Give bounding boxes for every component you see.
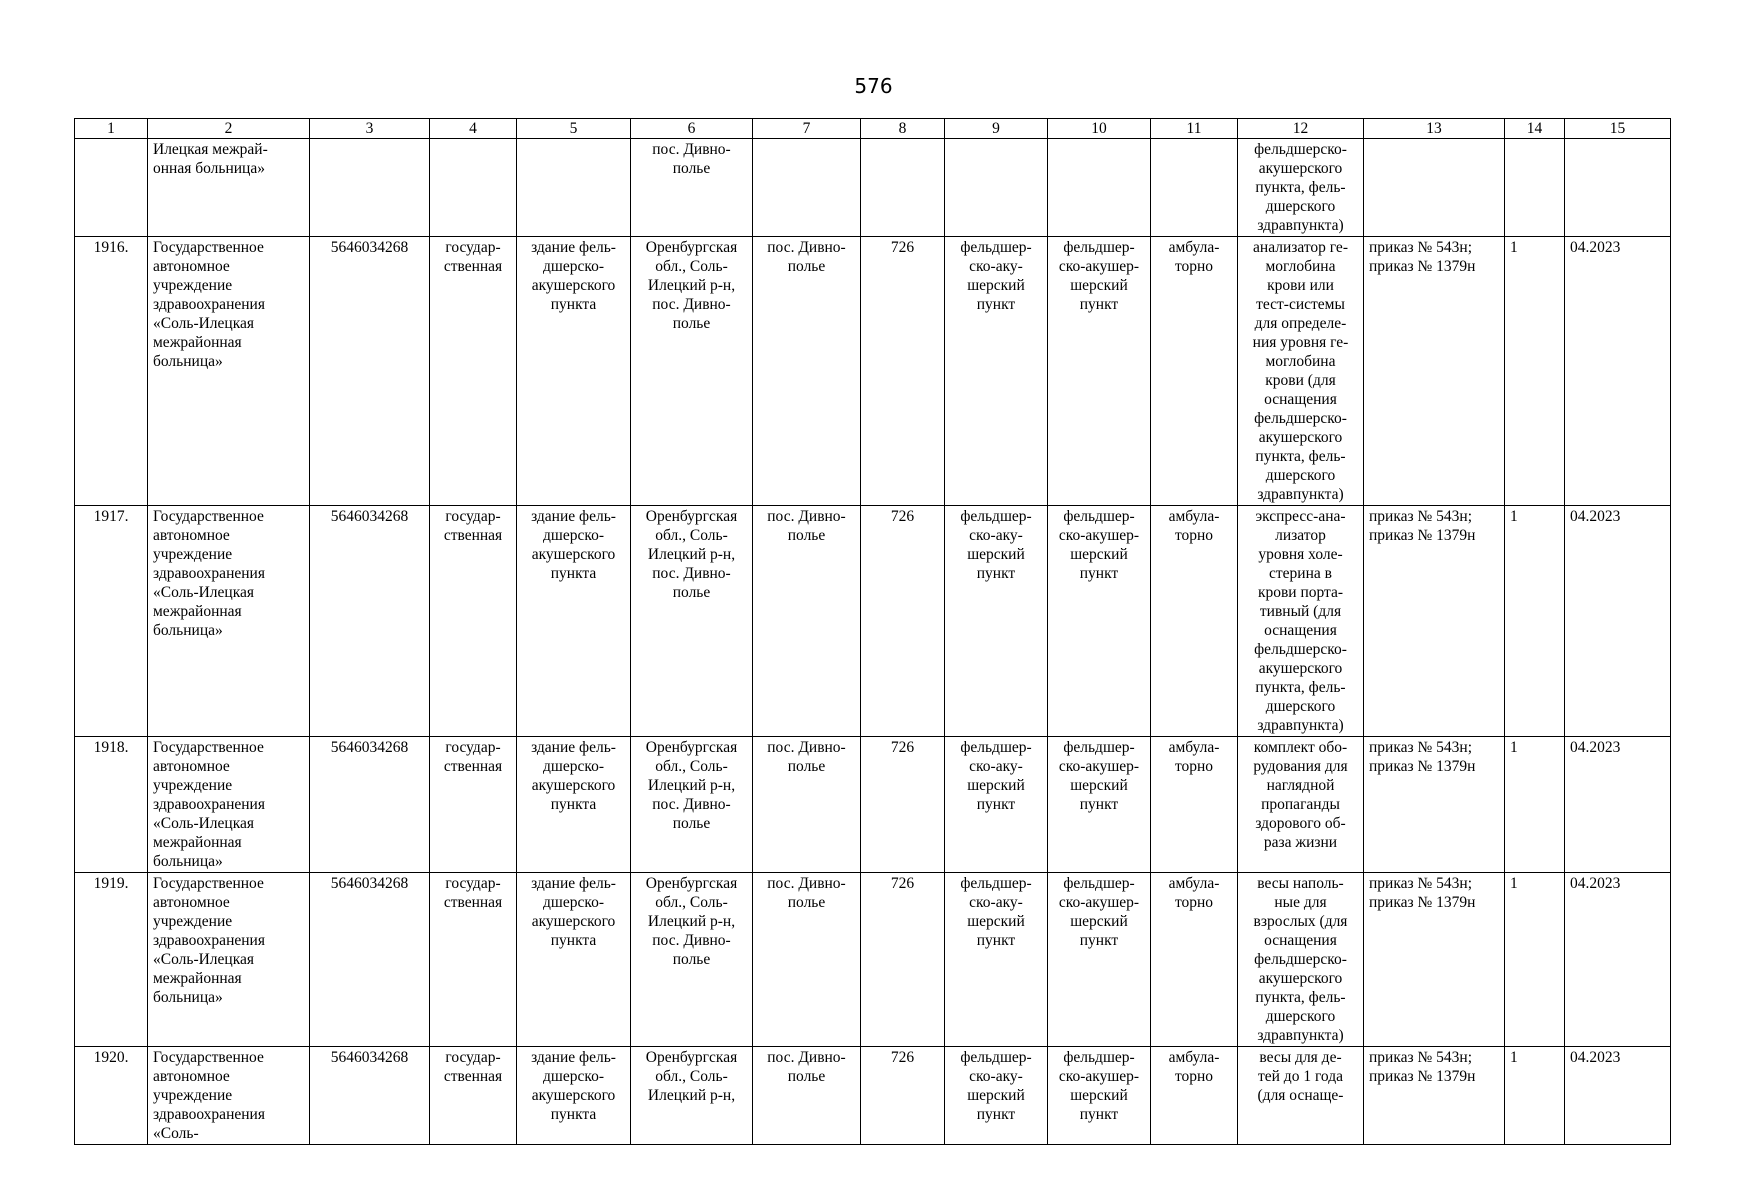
cell-inn: 5646034268 — [310, 1047, 430, 1145]
cell-organization: Государственное автономное учреждение здравоохранения «Соль- — [148, 1047, 310, 1145]
cell-code: 726 — [861, 506, 945, 737]
cell-quantity: 1 — [1505, 737, 1565, 873]
cell-code: 726 — [861, 737, 945, 873]
cell-facility-type: фельдшер- ско-аку- шерский пункт — [945, 237, 1048, 506]
cell-facility-type: фельдшер- ско-аку- шерский пункт — [945, 737, 1048, 873]
cell-equipment: фельдшерско- акушерского пункта, фель- дшерского здравпункта) — [1238, 139, 1364, 237]
cell-address: Оренбургская обл., Соль- Илецкий р-н, — [631, 1047, 753, 1145]
cell-settlement: пос. Дивно- полье — [753, 873, 861, 1047]
column-header: 14 — [1505, 119, 1565, 139]
cell-organization: Илецкая межрай- онная больница» — [148, 139, 310, 237]
cell-number — [75, 139, 148, 237]
cell-number: 1917. — [75, 506, 148, 737]
cell-date: 04.2023 — [1565, 237, 1671, 506]
column-header: 15 — [1565, 119, 1671, 139]
cell-unit-type: фельдшер- ско-акушер- шерский пункт — [1048, 873, 1151, 1047]
table-row — [75, 873, 1671, 1047]
cell-date: 04.2023 — [1565, 506, 1671, 737]
cell-care-mode: амбула- торно — [1151, 237, 1238, 506]
cell-building: здание фель- дшерско- акушерского пункта — [517, 237, 631, 506]
table-row — [75, 506, 1671, 737]
column-header: 7 — [753, 119, 861, 139]
column-header: 10 — [1048, 119, 1151, 139]
cell-ownership — [430, 139, 517, 237]
cell-ownership: государ- ственная — [430, 1047, 517, 1145]
cell-order — [1364, 139, 1505, 237]
cell-organization: Государственное автономное учреждение здравоохранения «Соль-Илецкая межрайонная больница» — [148, 873, 310, 1047]
cell-quantity: 1 — [1505, 506, 1565, 737]
table-row — [75, 237, 1671, 506]
cell-unit-type: фельдшер- ско-акушер- шерский пункт — [1048, 237, 1151, 506]
cell-order: приказ № 543н; приказ № 1379н — [1364, 506, 1505, 737]
cell-address: Оренбургская обл., Соль- Илецкий р-н, пос. Дивно- полье — [631, 873, 753, 1047]
table-row — [75, 139, 1671, 237]
cell-equipment: весы для де- тей до 1 года (для оснаще- — [1238, 1047, 1364, 1145]
cell-facility-type: фельдшер- ско-аку- шерский пункт — [945, 506, 1048, 737]
cell-order: приказ № 543н; приказ № 1379н — [1364, 237, 1505, 506]
cell-number: 1918. — [75, 737, 148, 873]
cell-number: 1919. — [75, 873, 148, 1047]
cell-unit-type: фельдшер- ско-акушер- шерский пункт — [1048, 506, 1151, 737]
cell-quantity — [1505, 139, 1565, 237]
column-header: 1 — [75, 119, 148, 139]
header-row — [75, 119, 1671, 139]
cell-settlement: пос. Дивно- полье — [753, 237, 861, 506]
cell-building: здание фель- дшерско- акушерского пункта — [517, 1047, 631, 1145]
cell-inn — [310, 139, 430, 237]
cell-building: здание фель- дшерско- акушерского пункта — [517, 873, 631, 1047]
cell-quantity: 1 — [1505, 873, 1565, 1047]
cell-care-mode: амбула- торно — [1151, 506, 1238, 737]
column-header: 3 — [310, 119, 430, 139]
cell-equipment: анализатор ге- моглобина крови или тест-системы для определе- ния уровня ге- моглобина крови (для оснащения фельдшерско- акушерского пункта, фель- дшерского здравпункта) — [1238, 237, 1364, 506]
cell-number: 1916. — [75, 237, 148, 506]
cell-building: здание фель- дшерско- акушерского пункта — [517, 506, 631, 737]
cell-code: 726 — [861, 873, 945, 1047]
page-number: 576 — [854, 74, 893, 98]
column-header: 8 — [861, 119, 945, 139]
cell-building: здание фель- дшерско- акушерского пункта — [517, 737, 631, 873]
column-header: 2 — [148, 119, 310, 139]
column-header: 11 — [1151, 119, 1238, 139]
cell-code: 726 — [861, 1047, 945, 1145]
cell-care-mode: амбула- торно — [1151, 1047, 1238, 1145]
cell-order: приказ № 543н; приказ № 1379н — [1364, 737, 1505, 873]
cell-order: приказ № 543н; приказ № 1379н — [1364, 1047, 1505, 1145]
cell-care-mode: амбула- торно — [1151, 737, 1238, 873]
cell-settlement — [753, 139, 861, 237]
cell-date: 04.2023 — [1565, 1047, 1671, 1145]
cell-address: пос. Дивно- полье — [631, 139, 753, 237]
cell-facility-type — [945, 139, 1048, 237]
cell-inn: 5646034268 — [310, 873, 430, 1047]
cell-unit-type: фельдшер- ско-акушер- шерский пункт — [1048, 1047, 1151, 1145]
cell-date: 04.2023 — [1565, 737, 1671, 873]
table-row — [75, 737, 1671, 873]
cell-unit-type: фельдшер- ско-акушер- шерский пункт — [1048, 737, 1151, 873]
column-header: 5 — [517, 119, 631, 139]
column-header: 13 — [1364, 119, 1505, 139]
cell-code: 726 — [861, 237, 945, 506]
cell-equipment: экспресс-ана- лизатор уровня холе- стерина в крови порта- тивный (для оснащения фельдшерско- акушерского пункта, фель- дшерского здравпункта) — [1238, 506, 1364, 737]
cell-inn: 5646034268 — [310, 737, 430, 873]
cell-organization: Государственное автономное учреждение здравоохранения «Соль-Илецкая межрайонная больница» — [148, 506, 310, 737]
cell-code — [861, 139, 945, 237]
cell-building — [517, 139, 631, 237]
column-header: 6 — [631, 119, 753, 139]
cell-organization: Государственное автономное учреждение здравоохранения «Соль-Илецкая межрайонная больница» — [148, 737, 310, 873]
cell-equipment: весы наполь- ные для взрослых (для оснащения фельдшерско- акушерского пункта, фель- дшерского здравпункта) — [1238, 873, 1364, 1047]
cell-ownership: государ- ственная — [430, 873, 517, 1047]
cell-settlement: пос. Дивно- полье — [753, 737, 861, 873]
column-header: 12 — [1238, 119, 1364, 139]
cell-settlement: пос. Дивно- полье — [753, 1047, 861, 1145]
cell-address: Оренбургская обл., Соль- Илецкий р-н, пос. Дивно- полье — [631, 737, 753, 873]
cell-facility-type: фельдшер- ско-аку- шерский пункт — [945, 1047, 1048, 1145]
cell-settlement: пос. Дивно- полье — [753, 506, 861, 737]
cell-address: Оренбургская обл., Соль- Илецкий р-н, пос. Дивно- полье — [631, 237, 753, 506]
cell-care-mode — [1151, 139, 1238, 237]
cell-ownership: государ- ственная — [430, 237, 517, 506]
cell-date: 04.2023 — [1565, 873, 1671, 1047]
cell-organization: Государственное автономное учреждение здравоохранения «Соль-Илецкая межрайонная больница» — [148, 237, 310, 506]
cell-inn: 5646034268 — [310, 506, 430, 737]
cell-order: приказ № 543н; приказ № 1379н — [1364, 873, 1505, 1047]
cell-unit-type — [1048, 139, 1151, 237]
cell-quantity: 1 — [1505, 1047, 1565, 1145]
registry-table — [74, 118, 1671, 1145]
cell-date — [1565, 139, 1671, 237]
column-header: 4 — [430, 119, 517, 139]
cell-care-mode: амбула- торно — [1151, 873, 1238, 1047]
table-row — [75, 1047, 1671, 1145]
cell-facility-type: фельдшер- ско-аку- шерский пункт — [945, 873, 1048, 1047]
cell-inn: 5646034268 — [310, 237, 430, 506]
cell-number: 1920. — [75, 1047, 148, 1145]
column-header: 9 — [945, 119, 1048, 139]
cell-ownership: государ- ственная — [430, 506, 517, 737]
cell-address: Оренбургская обл., Соль- Илецкий р-н, пос. Дивно- полье — [631, 506, 753, 737]
cell-ownership: государ- ственная — [430, 737, 517, 873]
cell-equipment: комплект обо- рудования для наглядной пропаганды здорового об- раза жизни — [1238, 737, 1364, 873]
cell-quantity: 1 — [1505, 237, 1565, 506]
